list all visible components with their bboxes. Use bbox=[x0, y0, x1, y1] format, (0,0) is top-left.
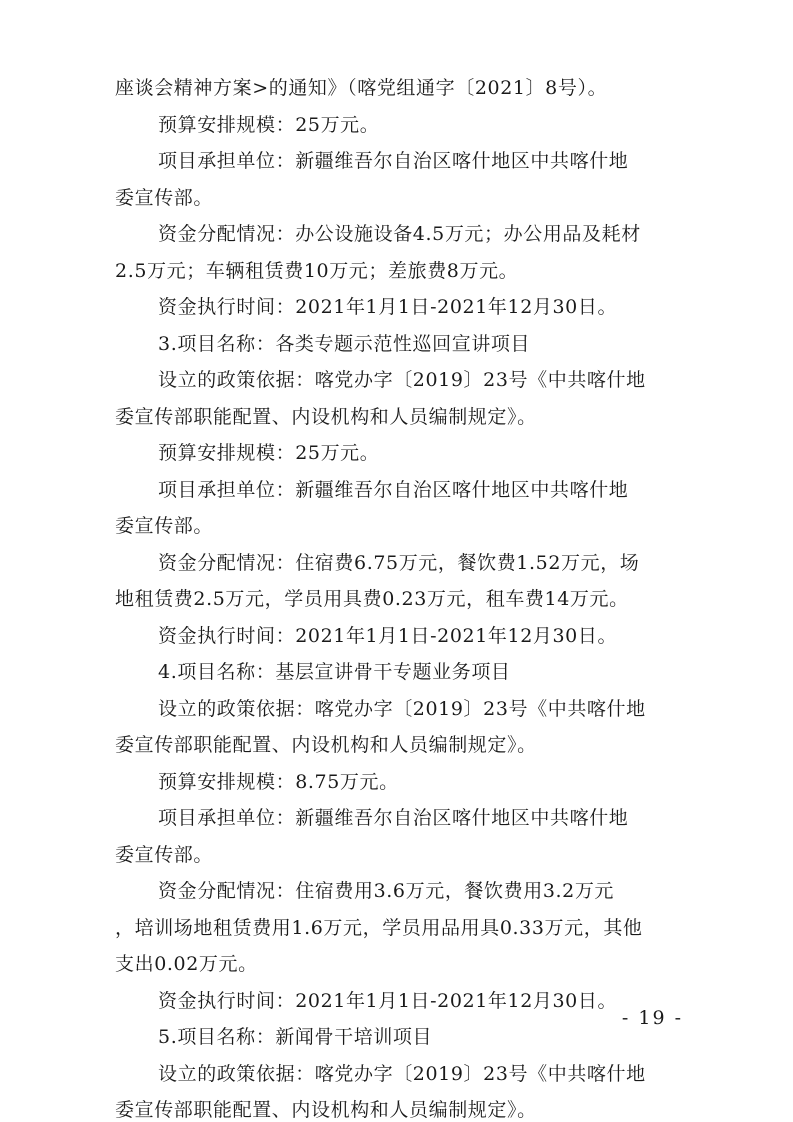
text-line: 项目承担单位：新疆维吾尔自治区喀什地区中共喀什地 bbox=[158, 150, 629, 172]
text-line: 设立的政策依据：喀党办字〔2019〕23号《中共喀什地 bbox=[158, 369, 646, 391]
text-line: 项目承担单位：新疆维吾尔自治区喀什地区中共喀什地 bbox=[158, 478, 629, 501]
text-line: 设立的政策依据：喀党办字〔2019〕23号《中共喀什地 bbox=[158, 697, 646, 720]
text-line: 2.5万元；车辆租赁费10万元；差旅费8万元。 bbox=[115, 259, 519, 282]
text-line: 设立的政策依据：喀党办字〔2019〕23号《中共喀什地 bbox=[158, 1062, 646, 1085]
text-line: 委宣传部。 bbox=[115, 843, 214, 866]
text-line: 委宣传部。 bbox=[115, 186, 214, 209]
text-line: 5.项目名称：新闻骨干培训项目 bbox=[158, 1026, 433, 1048]
text-line: 座谈会精神方案>的通知》（喀党组通字〔2021〕8号）。 bbox=[115, 77, 608, 99]
text-line: 项目承担单位：新疆维吾尔自治区喀什地区中共喀什地 bbox=[158, 807, 629, 829]
text-line: 资金分配情况：住宿费用3.6万元，餐饮费用3.2万元 bbox=[158, 880, 615, 902]
page-number: - 19 - bbox=[621, 1007, 683, 1029]
text-line: ，培训场地租赁费用1.6万元，学员用品用具0.33万元，其他 bbox=[115, 916, 643, 939]
text-line: 资金执行时间：2021年1月1日-2021年12月30日。 bbox=[158, 989, 618, 1012]
text-line: 资金执行时间：2021年1月1日-2021年12月30日。 bbox=[158, 624, 618, 647]
text-line: 委宣传部职能配置、内设机构和人员编制规定》。 bbox=[115, 734, 537, 756]
text-line: 预算安排规模：8.75万元。 bbox=[158, 770, 399, 793]
text-line: 资金执行时间：2021年1月1日-2021年12月30日。 bbox=[158, 296, 618, 318]
text-line: 委宣传部。 bbox=[115, 515, 214, 537]
text-line: 委宣传部职能配置、内设机构和人员编制规定》。 bbox=[115, 1099, 537, 1121]
text-line: 资金分配情况：住宿费6.75万元，餐饮费1.52万元，场 bbox=[158, 551, 640, 574]
text-line: 委宣传部职能配置、内设机构和人员编制规定》。 bbox=[115, 405, 537, 428]
document-body bbox=[115, 70, 685, 1122]
text-line: 预算安排规模：25万元。 bbox=[158, 442, 380, 464]
text-line: 资金分配情况：办公设施设备4.5万元；办公用品及耗材 bbox=[158, 223, 641, 245]
text-line: 3.项目名称：各类专题示范性巡回宣讲项目 bbox=[158, 332, 531, 355]
text-line: 预算安排规模：25万元。 bbox=[158, 113, 380, 136]
text-line: 支出0.02万元。 bbox=[115, 953, 258, 975]
text-line: 地租赁费2.5万元，学员用具费0.23万元，租车费14万元。 bbox=[115, 588, 629, 610]
text-line: 4.项目名称：基层宣讲骨干专题业务项目 bbox=[158, 661, 511, 683]
